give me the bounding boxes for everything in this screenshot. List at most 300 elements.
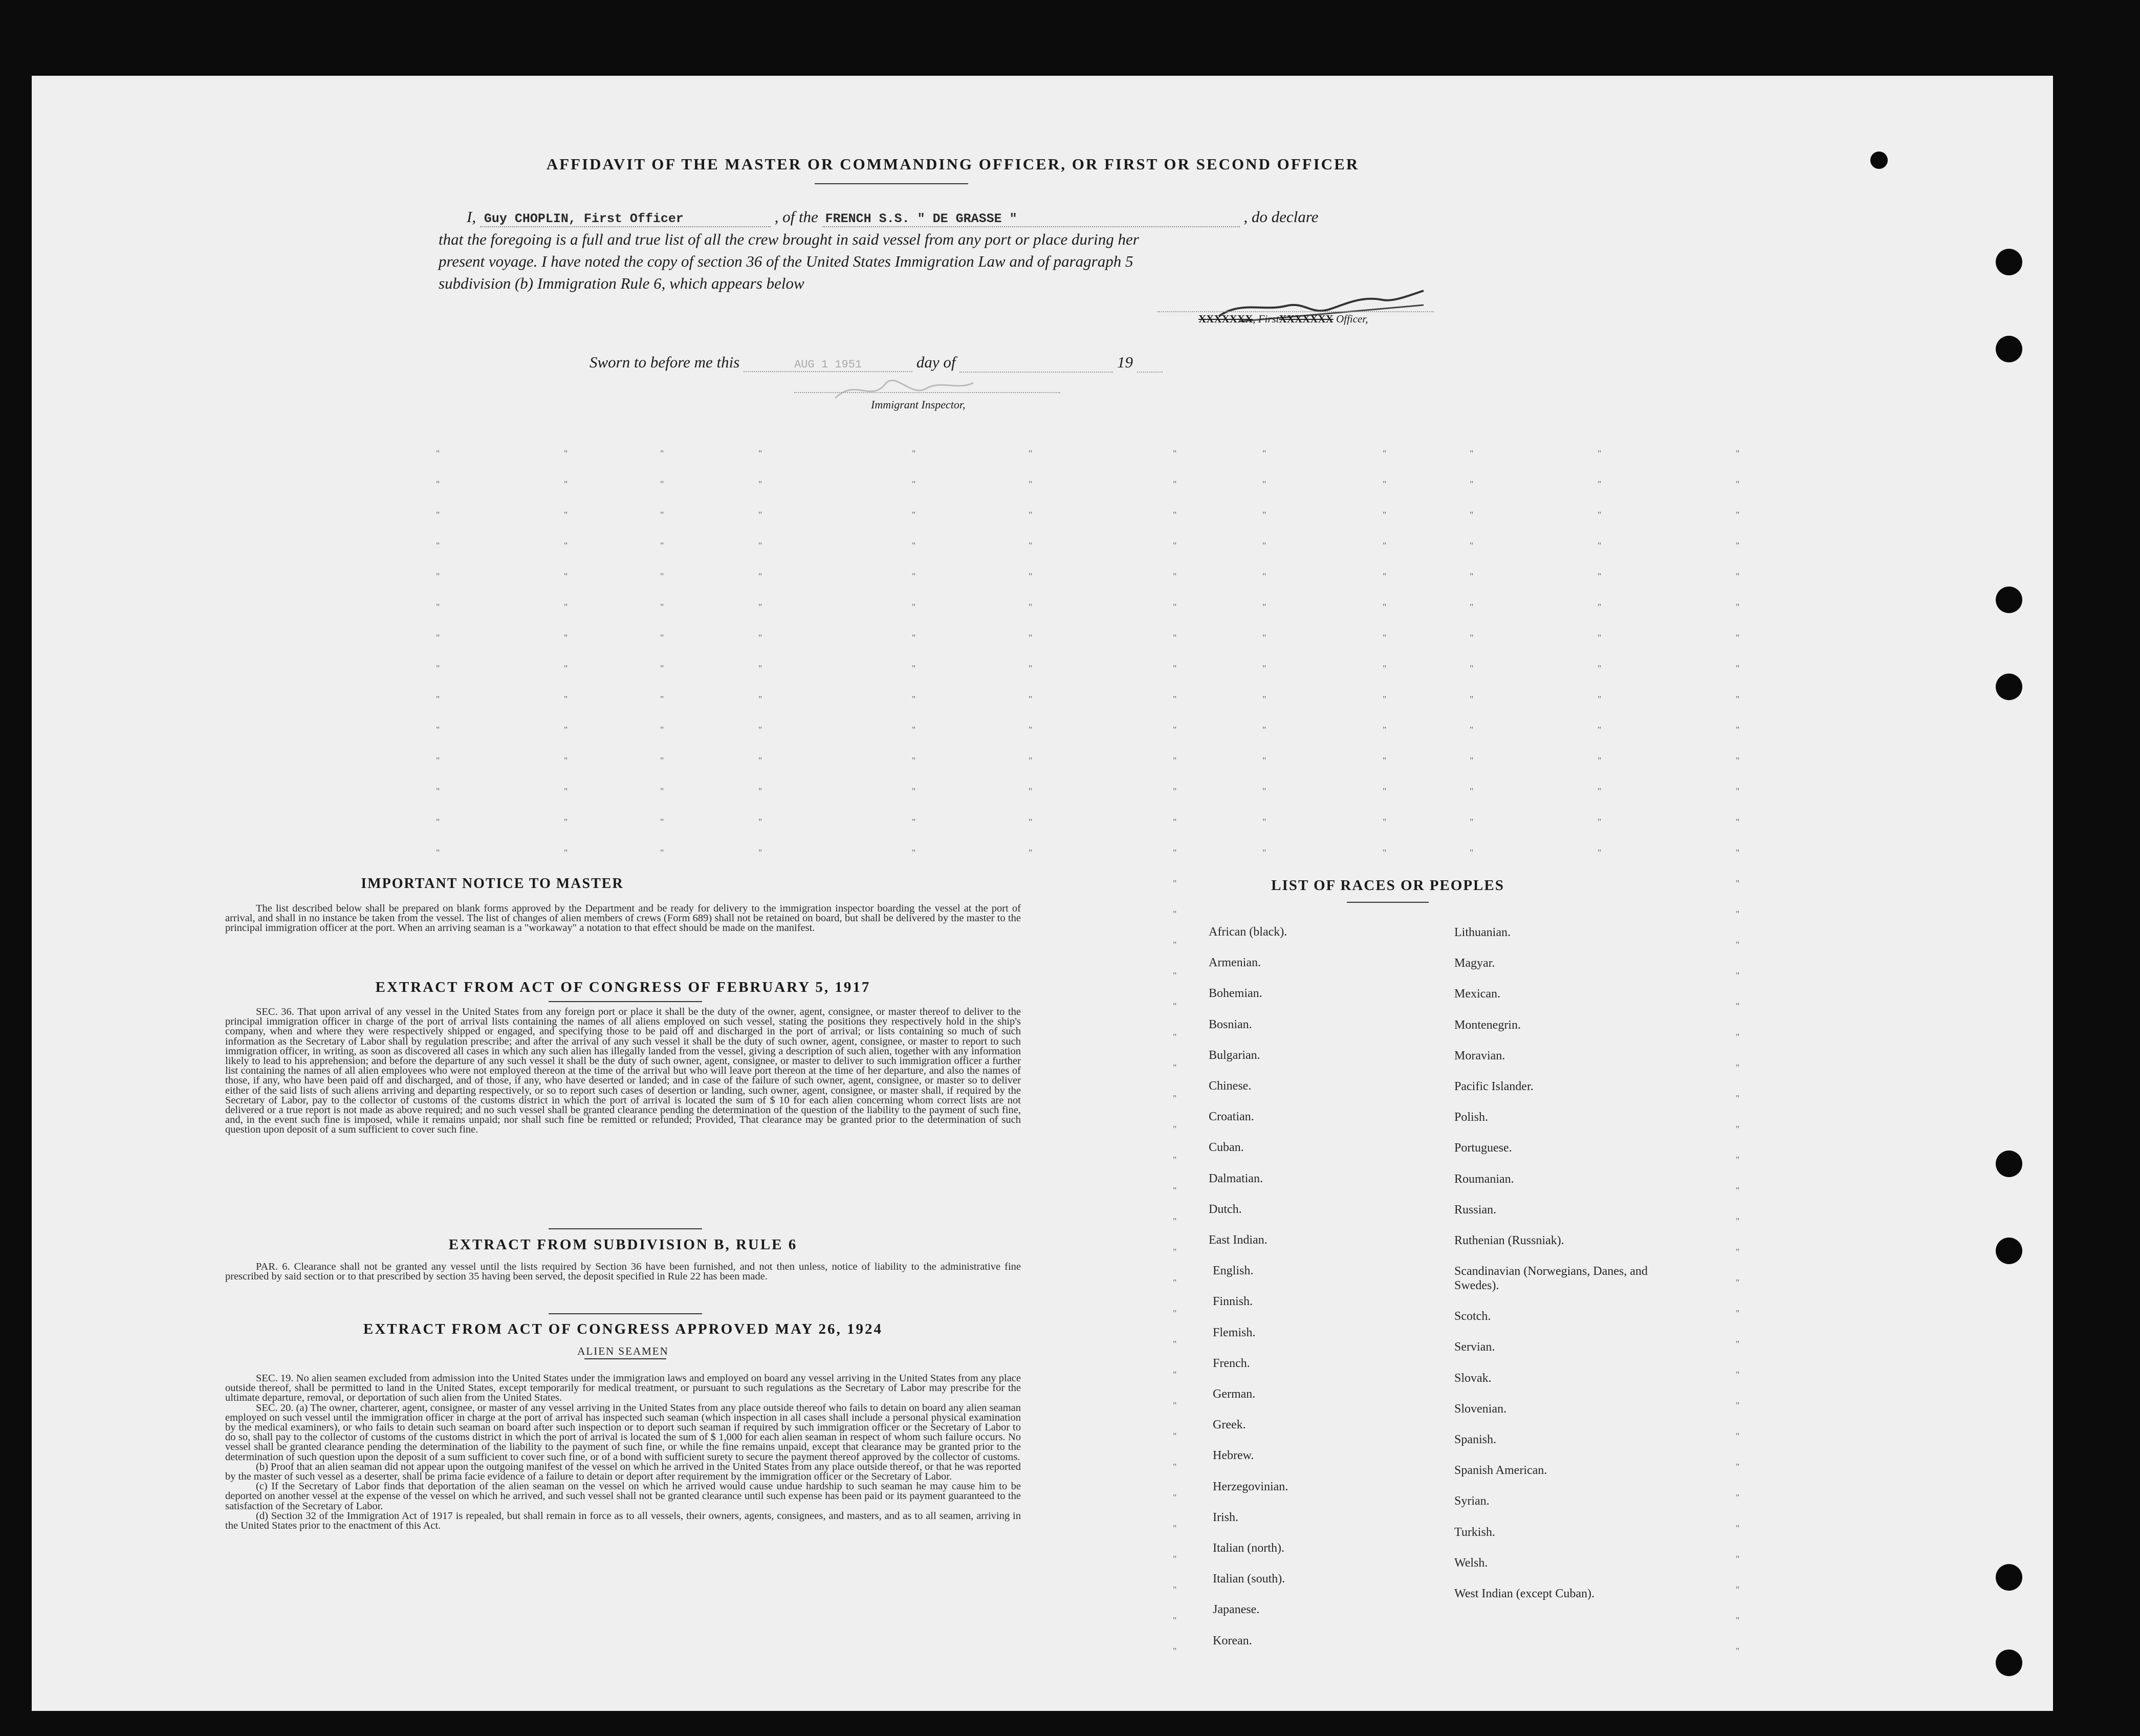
notice-body: The list described below shall be prepared on blank forms approved by the Department and be ready for delivery to the immigration inspector boarding the vessel at the port of arrival, and shall in no instance be taken from the vessel. The list of changes of alien members of crews (Form 689) shall not be retained on board, but shall be delivered by the master to the principal immigration officer at the port. When an arriving seaman is a "workaway" a notation to that effect should be made on the manifest. bbox=[225, 903, 1021, 934]
ditto-mark: " bbox=[758, 725, 762, 735]
ditto-mark: " bbox=[1736, 1062, 1740, 1073]
ditto-mark: " bbox=[912, 540, 916, 551]
signature-caption-officer: Officer, bbox=[1333, 313, 1368, 325]
ditto-mark: " bbox=[1598, 755, 1602, 766]
ditto-mark: " bbox=[1173, 725, 1177, 735]
ditto-mark: " bbox=[912, 694, 916, 704]
ditto-mark: " bbox=[1736, 540, 1740, 551]
race-item: Chinese. bbox=[1209, 1079, 1252, 1093]
ditto-mark: " bbox=[1736, 1400, 1740, 1410]
extract3-sec19: SEC. 19. No alien seamen excluded from admission into the United States under the immigration laws and employed on board any vessel arriving in the United States from any place outside thereof, shall be permitted to land in the United States, except temporarily for medical treatment, or pursuant to such regulations as the Secretary of Labor may prescribe for the ultimate departure, removal, or deportation of such alien from the United States. bbox=[225, 1373, 1021, 1404]
ditto-mark: " bbox=[1383, 633, 1387, 643]
ditto-mark: " bbox=[912, 571, 916, 581]
ditto-mark: " bbox=[912, 602, 916, 612]
ditto-mark: " bbox=[1262, 540, 1266, 551]
ditto-mark: " bbox=[1173, 940, 1177, 950]
race-item: Croatian. bbox=[1209, 1110, 1254, 1124]
race-item: Bohemian. bbox=[1209, 987, 1262, 1001]
ditto-mark: " bbox=[1029, 817, 1033, 827]
ditto-mark: " bbox=[1383, 602, 1387, 612]
ditto-mark: " bbox=[1598, 602, 1602, 612]
affidavit-i: I, bbox=[467, 208, 476, 226]
ditto-mark: " bbox=[436, 755, 440, 766]
signature-caption-first: , First bbox=[1253, 313, 1279, 325]
ditto-mark: " bbox=[1029, 571, 1033, 581]
ditto-mark: " bbox=[1173, 1585, 1177, 1595]
ditto-mark: " bbox=[1383, 510, 1387, 520]
ditto-mark: " bbox=[1262, 633, 1266, 643]
ditto-mark: " bbox=[1383, 817, 1387, 827]
ditto-mark: " bbox=[912, 448, 916, 459]
ditto-mark: " bbox=[1736, 1585, 1740, 1595]
binder-hole-icon bbox=[1996, 249, 2022, 275]
binder-hole-icon bbox=[1996, 1151, 2022, 1177]
ditto-mark: " bbox=[1262, 694, 1266, 704]
ditto-mark: " bbox=[1173, 1370, 1177, 1380]
divider bbox=[549, 1001, 702, 1002]
ditto-mark: " bbox=[1470, 848, 1474, 858]
ditto-mark: " bbox=[436, 448, 440, 459]
race-item: Ruthenian (Russniak). bbox=[1454, 1234, 1564, 1247]
extract3-body bbox=[225, 1374, 1021, 1531]
ditto-mark: " bbox=[1173, 909, 1177, 919]
ditto-mark: " bbox=[1598, 510, 1602, 520]
vessel-name: FRENCH S.S. " DE GRASSE " bbox=[822, 211, 1240, 227]
ditto-mark: " bbox=[1173, 1400, 1177, 1410]
divider bbox=[549, 1313, 702, 1314]
ditto-mark: " bbox=[1736, 1001, 1740, 1011]
ditto-mark: " bbox=[660, 755, 664, 766]
extract3-subtitle: ALIEN SEAMEN bbox=[577, 1345, 669, 1357]
ditto-mark: " bbox=[1173, 633, 1177, 643]
signature-caption bbox=[1198, 313, 1368, 326]
ditto-mark: " bbox=[660, 663, 664, 674]
race-item: Herzegovinian. bbox=[1213, 1480, 1289, 1493]
race-item: Dutch. bbox=[1209, 1202, 1242, 1216]
binder-hole-icon bbox=[1996, 1238, 2022, 1264]
race-item: Hebrew. bbox=[1213, 1449, 1254, 1463]
ditto-mark: " bbox=[1736, 694, 1740, 704]
race-item: Scandinavian (Norwegians, Danes, and Swedes). bbox=[1454, 1265, 1648, 1293]
ditto-mark: " bbox=[1470, 755, 1474, 766]
ditto-mark: " bbox=[1173, 786, 1177, 796]
ditto-mark: " bbox=[1262, 817, 1266, 827]
ditto-mark: " bbox=[660, 510, 664, 520]
ditto-mark: " bbox=[660, 817, 664, 827]
ditto-mark: " bbox=[1173, 1032, 1177, 1042]
race-item: Pacific Islander. bbox=[1454, 1080, 1534, 1093]
ditto-mark: " bbox=[758, 510, 762, 520]
ditto-mark: " bbox=[660, 448, 664, 459]
ditto-mark: " bbox=[912, 755, 916, 766]
ditto-mark: " bbox=[1029, 663, 1033, 674]
ditto-mark: " bbox=[1736, 1339, 1740, 1349]
ditto-mark: " bbox=[436, 510, 440, 520]
ditto-mark: " bbox=[436, 571, 440, 581]
ditto-mark: " bbox=[1029, 540, 1033, 551]
extract3-sec20b: (b) Proof that an alien seaman did not appear upon the outgoing manifest of the vessel on which he arrived in the United States from any place outside thereof, or that he was reported by the master of such vessel as a deserter, shall be prima facie evidence of a failure to detain or deport after requirement by the immigration officer or the Secretary of Labor. bbox=[225, 1461, 1021, 1483]
ditto-mark: " bbox=[912, 725, 916, 735]
ditto-mark: " bbox=[564, 448, 568, 459]
affidavit-of-the: , of the bbox=[774, 208, 818, 226]
ditto-mark: " bbox=[1029, 755, 1033, 766]
ditto-mark: " bbox=[1598, 448, 1602, 459]
ditto-mark: " bbox=[758, 848, 762, 858]
ditto-mark: " bbox=[1736, 1247, 1740, 1257]
race-item: Slovak. bbox=[1454, 1371, 1492, 1385]
ditto-mark: " bbox=[1173, 1062, 1177, 1073]
ditto-mark: " bbox=[1470, 694, 1474, 704]
race-item: Bosnian. bbox=[1209, 1017, 1252, 1031]
day-of-blank bbox=[959, 353, 1113, 373]
ditto-mark: " bbox=[1598, 694, 1602, 704]
ditto-mark: " bbox=[758, 786, 762, 796]
affidavit-line-4: subdivision (b) Immigration Rule 6, which appears below bbox=[439, 274, 804, 292]
ditto-mark: " bbox=[1383, 571, 1387, 581]
ditto-mark: " bbox=[436, 479, 440, 489]
binder-hole-icon bbox=[1996, 336, 2022, 362]
ditto-mark: " bbox=[660, 540, 664, 551]
document-sheet bbox=[32, 76, 2053, 1711]
ditto-mark: " bbox=[1598, 817, 1602, 827]
ditto-mark: " bbox=[1383, 479, 1387, 489]
ditto-mark: " bbox=[1736, 663, 1740, 674]
ditto-mark: " bbox=[1736, 571, 1740, 581]
ditto-mark: " bbox=[1173, 848, 1177, 858]
ditto-mark: " bbox=[1736, 1492, 1740, 1503]
ditto-mark: " bbox=[1262, 448, 1266, 459]
ditto-mark: " bbox=[1736, 970, 1740, 981]
ditto-mark: " bbox=[912, 848, 916, 858]
race-item: Greek. bbox=[1213, 1418, 1246, 1432]
ditto-mark: " bbox=[1598, 848, 1602, 858]
ditto-mark: " bbox=[1029, 725, 1033, 735]
race-item: Italian (south). bbox=[1213, 1572, 1285, 1586]
ditto-mark: " bbox=[1173, 1431, 1177, 1441]
ditto-mark: " bbox=[1736, 479, 1740, 489]
ditto-mark: " bbox=[758, 571, 762, 581]
race-item: Portuguese. bbox=[1454, 1141, 1512, 1155]
ditto-mark: " bbox=[1262, 848, 1266, 858]
ditto-mark: " bbox=[1173, 1093, 1177, 1103]
ditto-mark: " bbox=[1262, 602, 1266, 612]
binder-hole-icon bbox=[1996, 1650, 2022, 1676]
race-item: Italian (north). bbox=[1213, 1542, 1284, 1555]
officer-name: Guy CHOPLIN, First Officer bbox=[480, 211, 771, 227]
extract2-title: EXTRACT FROM SUBDIVISION B, RULE 6 bbox=[448, 1236, 798, 1253]
race-item: German. bbox=[1213, 1387, 1256, 1401]
ditto-mark: " bbox=[564, 817, 568, 827]
race-item: East Indian. bbox=[1209, 1233, 1268, 1247]
divider bbox=[1347, 902, 1429, 903]
ditto-mark: " bbox=[1470, 817, 1474, 827]
signature-strike-1: XXXXXXX bbox=[1198, 313, 1253, 325]
ditto-mark: " bbox=[1173, 878, 1177, 888]
ditto-mark: " bbox=[1173, 1308, 1177, 1318]
ditto-mark: " bbox=[1029, 633, 1033, 643]
inspector-caption: Immigrant Inspector, bbox=[871, 398, 966, 411]
ditto-mark: " bbox=[1598, 663, 1602, 674]
year-prefix: 19 bbox=[1117, 353, 1133, 371]
ditto-mark: " bbox=[1173, 1155, 1177, 1165]
ditto-mark: " bbox=[758, 663, 762, 674]
affidavit-title: AFFIDAVIT OF THE MASTER OR COMMANDING OFFICER, OR FIRST OR SECOND OFFICER bbox=[546, 155, 1360, 173]
ditto-mark: " bbox=[1736, 817, 1740, 827]
ditto-mark: " bbox=[1736, 1277, 1740, 1288]
ditto-mark: " bbox=[1736, 1523, 1740, 1533]
ditto-mark: " bbox=[1173, 1492, 1177, 1503]
signature-strike-2: XXXXXXX bbox=[1279, 313, 1334, 325]
ditto-mark: " bbox=[1262, 786, 1266, 796]
ditto-mark: " bbox=[436, 786, 440, 796]
ditto-mark: " bbox=[564, 786, 568, 796]
ditto-mark: " bbox=[1173, 1462, 1177, 1472]
ditto-mark: " bbox=[660, 479, 664, 489]
ditto-mark: " bbox=[1736, 510, 1740, 520]
ditto-mark: " bbox=[564, 510, 568, 520]
ditto-mark: " bbox=[1173, 663, 1177, 674]
binder-hole-icon bbox=[1996, 1564, 2022, 1591]
ditto-mark: " bbox=[1173, 817, 1177, 827]
race-item: African (black). bbox=[1209, 925, 1287, 939]
sworn-label: Sworn to before me this bbox=[589, 353, 740, 371]
ditto-mark: " bbox=[1470, 725, 1474, 735]
ditto-mark: " bbox=[1470, 448, 1474, 459]
ditto-mark: " bbox=[436, 540, 440, 551]
extract3-sec20a: SEC. 20. (a) The owner, charterer, agent, consignee, or master of any vessel arriving in the United States from any place outside thereof who fails to detain on board any alien seaman employed on such vessel until the immigration officer in charge at the port of arrival has inspected such seaman (which inspection in all cases shall include a personal physical examination by the medical examiners), or who fails to detain such seaman on board after such inspection or to deport such seaman if required by such immigration officer or the Secretary of Labor to do so, shall pay to the collector of customs of the customs district in which the port of arrival is located the sum of $ 1,000 for each alien seaman in respect of whom such failure occurs. No vessel shall be granted clearance pending the determination of the liability to the payment of such fine, or while the fine remains unpaid, except that clearance may be granted prior to the determination of such question upon the deposit of a sum sufficient to cover such fine, or of a bond with sufficient surety to secure the payment thereof approved by the collector of customs. bbox=[225, 1402, 1021, 1463]
extract2-body: PAR. 6. Clearance shall not be granted any vessel until the lists required by Section 36 have been furnished, and not then unless, notice of liability to the administrative fine prescribed by said section or to that prescribed by section 35 having been served, the deposit specified in Rule 22 has been made. bbox=[225, 1261, 1021, 1283]
extract1-body: SEC. 36. That upon arrival of any vessel in the United States from any foreign port or place it shall be the duty of the owner, agent, consignee, or master thereof to deliver to the principal immigration officer in charge of the port of arrival lists containing the names of all aliens employed on such vessel, stating the positions they respectively hold in the ship's company, when and where they were respectively shipped or engaged, and specifying those to be paid off and discharged in the port of arrival; or lists containing so much of such information as the Secretary of Labor shall by regulation prescribe; and after the arrival of any such vessel it shall be the duty of such owner, agent, consignee, or master to report to such immigration officer, in writing, as soon as discovered all cases in which any such alien has illegally landed from the vessel, giving a description of such alien, together with any information likely to lead to his apprehension; and before the departure of any such vessel it shall be the duty of such owner, agent, consignee, or master to deliver to such immigration officer a further list containing the names of all alien employees who were not employed thereon at the time of the arrival but who will leave port thereon at the time of her departure, and also the names of those, if any, who have been paid off and discharged, and of those, if any, who have deserted or landed; and in case of the failure of such owner, agent, consignee, or master so to deliver either of the said lists of such aliens arriving and departing respectively, or so to report such cases of desertion or landing, such owner, agent, consignee, or master shall, if required by the Secretary of Labor, pay to the collector of customs of the customs district in which the port of arrival is located the sum of $ 10 for each alien concerning whom correct lists are not delivered or a true report is not made as above required; and no such vessel shall be granted clearance pending the determination of the question of the liability to the payment of such fine, and, in the event such fine is imposed, while it remains unpaid; nor shall such fine be remitted or refunded; Provided, That clearance may be granted prior to the determination of such question upon deposit of a sum sufficient to cover such fine. bbox=[225, 1006, 1021, 1136]
ditto-mark: " bbox=[1736, 1308, 1740, 1318]
ditto-mark: " bbox=[1383, 663, 1387, 674]
ditto-mark: " bbox=[1736, 755, 1740, 766]
ditto-mark: " bbox=[660, 633, 664, 643]
ditto-mark: " bbox=[1736, 1370, 1740, 1380]
race-item: Turkish. bbox=[1454, 1525, 1495, 1539]
ditto-mark: " bbox=[436, 694, 440, 704]
race-item: Magyar. bbox=[1454, 957, 1495, 970]
race-item: Korean. bbox=[1213, 1634, 1252, 1647]
ditto-mark: " bbox=[436, 663, 440, 674]
race-item: Roumanian. bbox=[1454, 1172, 1514, 1186]
ditto-mark: " bbox=[912, 786, 916, 796]
ditto-mark: " bbox=[1736, 909, 1740, 919]
ditto-mark: " bbox=[912, 633, 916, 643]
race-item: Mexican. bbox=[1454, 987, 1500, 1001]
ditto-mark: " bbox=[1029, 479, 1033, 489]
race-item: French. bbox=[1213, 1356, 1250, 1370]
ditto-mark: " bbox=[564, 725, 568, 735]
affidavit-line-1 bbox=[467, 208, 1439, 227]
ditto-mark: " bbox=[758, 602, 762, 612]
race-item: Irish. bbox=[1213, 1510, 1238, 1524]
ditto-mark: " bbox=[1598, 786, 1602, 796]
ditto-mark: " bbox=[660, 786, 664, 796]
ditto-mark: " bbox=[564, 571, 568, 581]
ditto-mark: " bbox=[436, 602, 440, 612]
ditto-mark: " bbox=[1736, 448, 1740, 459]
ditto-mark: " bbox=[1173, 1247, 1177, 1257]
ditto-mark: " bbox=[1736, 1216, 1740, 1226]
race-item: Polish. bbox=[1454, 1111, 1489, 1124]
ditto-mark: " bbox=[1736, 1124, 1740, 1134]
ditto-mark: " bbox=[1173, 1277, 1177, 1288]
race-item: Spanish American. bbox=[1454, 1464, 1547, 1478]
ditto-mark: " bbox=[660, 848, 664, 858]
ditto-mark: " bbox=[1029, 602, 1033, 612]
extract1-title: EXTRACT FROM ACT OF CONGRESS OF FEBRUARY 5, 1917 bbox=[375, 979, 871, 995]
ditto-mark: " bbox=[1736, 1431, 1740, 1441]
notice-title: IMPORTANT NOTICE TO MASTER bbox=[361, 876, 624, 892]
ditto-mark: " bbox=[564, 755, 568, 766]
ditto-mark: " bbox=[1173, 1646, 1177, 1656]
ditto-mark: " bbox=[1173, 571, 1177, 581]
ditto-mark: " bbox=[436, 848, 440, 858]
divider bbox=[549, 1228, 702, 1229]
ditto-mark: " bbox=[564, 694, 568, 704]
ditto-mark: " bbox=[758, 540, 762, 551]
ditto-mark: " bbox=[564, 602, 568, 612]
ditto-mark: " bbox=[1029, 510, 1033, 520]
ditto-mark: " bbox=[1598, 633, 1602, 643]
ditto-mark: " bbox=[1736, 940, 1740, 950]
race-item: Japanese. bbox=[1213, 1603, 1260, 1617]
ditto-mark: " bbox=[660, 571, 664, 581]
ditto-mark: " bbox=[1029, 694, 1033, 704]
extract3-sec20d: (d) Section 32 of the Immigration Act of 1917 is repealed, but shall remain in force as to all vessels, their owners, agents, consignees, and masters, and as to all seamen, arriving in the United States prior to the enactment of this Act. bbox=[225, 1510, 1021, 1532]
ditto-mark: " bbox=[1470, 786, 1474, 796]
ditto-mark: " bbox=[1173, 1615, 1177, 1625]
ditto-mark: " bbox=[1470, 633, 1474, 643]
ditto-mark: " bbox=[1383, 848, 1387, 858]
race-item: Dalmatian. bbox=[1209, 1171, 1263, 1185]
ditto-mark: " bbox=[1598, 479, 1602, 489]
race-item: Flemish. bbox=[1213, 1326, 1256, 1339]
ditto-mark: " bbox=[1736, 1155, 1740, 1165]
ditto-mark: " bbox=[564, 663, 568, 674]
ditto-mark: " bbox=[1736, 1554, 1740, 1564]
ditto-mark: " bbox=[912, 663, 916, 674]
sworn-date-stamp: AUG 1 1951 bbox=[744, 358, 912, 372]
ditto-mark: " bbox=[1470, 571, 1474, 581]
inspector-signature-line bbox=[794, 392, 1060, 393]
race-item: Cuban. bbox=[1209, 1141, 1244, 1155]
ditto-mark: " bbox=[564, 479, 568, 489]
ditto-mark: " bbox=[1383, 786, 1387, 796]
ditto-mark: " bbox=[1173, 970, 1177, 981]
ditto-mark: " bbox=[758, 479, 762, 489]
ditto-mark: " bbox=[564, 848, 568, 858]
divider bbox=[584, 1358, 666, 1359]
ditto-mark: " bbox=[912, 817, 916, 827]
race-item: English. bbox=[1213, 1264, 1254, 1278]
race-item: West Indian (except Cuban). bbox=[1454, 1587, 1595, 1600]
signature-line bbox=[1158, 311, 1434, 312]
binder-hole-icon bbox=[1870, 151, 1888, 169]
ditto-mark: " bbox=[1173, 1185, 1177, 1196]
ditto-mark: " bbox=[1173, 540, 1177, 551]
ditto-mark: " bbox=[912, 479, 916, 489]
ditto-mark: " bbox=[912, 510, 916, 520]
ditto-mark: " bbox=[1173, 1001, 1177, 1011]
ditto-mark: " bbox=[1736, 725, 1740, 735]
ditto-mark: " bbox=[1173, 510, 1177, 520]
ditto-mark: " bbox=[1173, 602, 1177, 612]
ditto-mark: " bbox=[1262, 755, 1266, 766]
ditto-mark: " bbox=[1470, 510, 1474, 520]
race-item: Moravian. bbox=[1454, 1049, 1505, 1062]
race-item: Finnish. bbox=[1213, 1295, 1253, 1309]
ditto-mark: " bbox=[1262, 479, 1266, 489]
ditto-mark: " bbox=[1262, 663, 1266, 674]
ditto-mark: " bbox=[1383, 448, 1387, 459]
race-item: Bulgarian. bbox=[1209, 1048, 1260, 1062]
race-item: Armenian. bbox=[1209, 956, 1261, 970]
day-of-label: day of bbox=[916, 353, 956, 371]
ditto-mark: " bbox=[1736, 786, 1740, 796]
ditto-mark: " bbox=[436, 817, 440, 827]
races-title: LIST OF RACES OR PEOPLES bbox=[1271, 877, 1504, 894]
race-item: Spanish. bbox=[1454, 1433, 1497, 1446]
ditto-mark: " bbox=[1029, 786, 1033, 796]
ditto-mark: " bbox=[1470, 540, 1474, 551]
race-item: Servian. bbox=[1454, 1340, 1495, 1354]
ditto-mark: " bbox=[1262, 571, 1266, 581]
ditto-mark: " bbox=[564, 633, 568, 643]
ditto-mark: " bbox=[758, 694, 762, 704]
ditto-mark: " bbox=[1736, 1646, 1740, 1656]
ditto-mark: " bbox=[1173, 1124, 1177, 1134]
ditto-mark: " bbox=[436, 725, 440, 735]
race-item: Russian. bbox=[1454, 1203, 1497, 1217]
race-item: Welsh. bbox=[1454, 1556, 1488, 1570]
affidavit-do-declare: , do declare bbox=[1243, 208, 1319, 226]
affidavit-line-2: that the foregoing is a full and true list of all the crew brought in said vessel from any port or place during her bbox=[439, 230, 1139, 248]
ditto-mark: " bbox=[1470, 663, 1474, 674]
ditto-mark: " bbox=[1173, 479, 1177, 489]
race-item: Scotch. bbox=[1454, 1310, 1491, 1323]
divider bbox=[815, 183, 968, 184]
extract3-title: EXTRACT FROM ACT OF CONGRESS APPROVED MAY 26, 1924 bbox=[363, 1321, 883, 1337]
ditto-mark: " bbox=[1598, 725, 1602, 735]
ditto-mark: " bbox=[1736, 1615, 1740, 1625]
ditto-mark: " bbox=[1173, 1523, 1177, 1533]
ditto-mark: " bbox=[758, 817, 762, 827]
ditto-mark: " bbox=[1173, 1339, 1177, 1349]
race-item: Syrian. bbox=[1454, 1494, 1490, 1508]
year-blank bbox=[1137, 353, 1163, 373]
ditto-mark: " bbox=[1736, 1093, 1740, 1103]
binder-hole-icon bbox=[1996, 674, 2022, 700]
ditto-mark: " bbox=[660, 725, 664, 735]
officer-signature bbox=[1209, 280, 1434, 337]
ditto-mark: " bbox=[1736, 602, 1740, 612]
ditto-mark: " bbox=[1736, 848, 1740, 858]
ditto-mark: " bbox=[1383, 755, 1387, 766]
ditto-mark: " bbox=[1262, 510, 1266, 520]
ditto-mark: " bbox=[660, 602, 664, 612]
ditto-mark: " bbox=[1736, 878, 1740, 888]
ditto-mark: " bbox=[1173, 694, 1177, 704]
ditto-mark: " bbox=[564, 540, 568, 551]
ditto-mark: " bbox=[1173, 755, 1177, 766]
ditto-mark: " bbox=[1736, 1032, 1740, 1042]
ditto-mark: " bbox=[1383, 540, 1387, 551]
ditto-mark: " bbox=[1383, 694, 1387, 704]
ditto-mark: " bbox=[1262, 725, 1266, 735]
ditto-mark: " bbox=[1470, 479, 1474, 489]
ditto-mark: " bbox=[1598, 571, 1602, 581]
